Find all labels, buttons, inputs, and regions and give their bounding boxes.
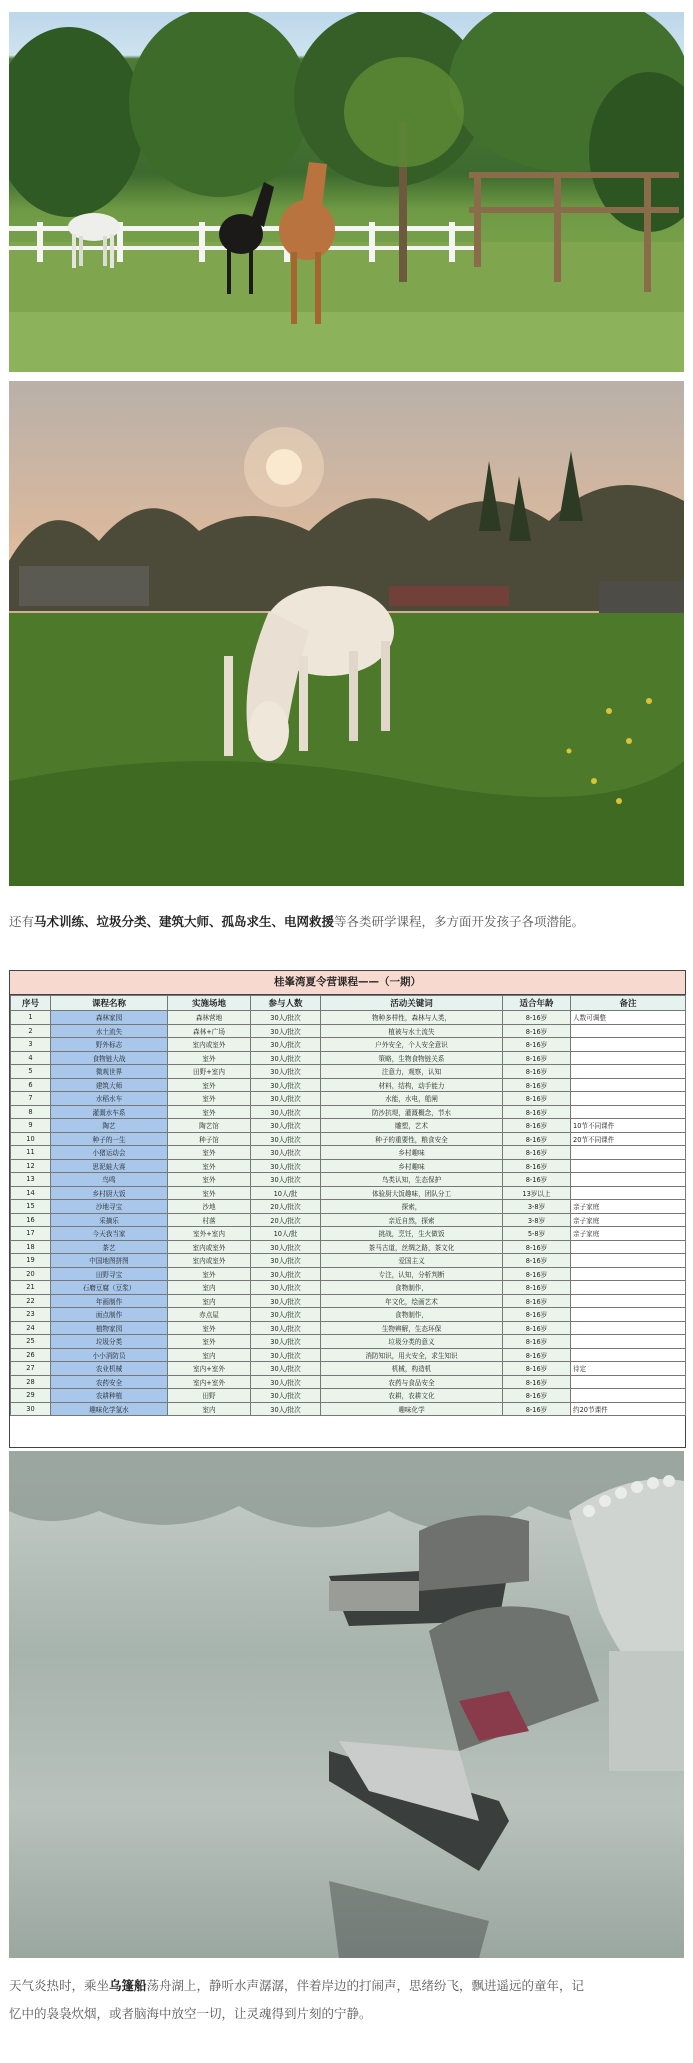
row-index-cell: 10 (11, 1132, 51, 1146)
column-header: 参与人数 (251, 996, 321, 1011)
venue-cell: 田野+室内 (168, 1065, 251, 1079)
remark-cell (571, 1389, 686, 1403)
course-name-cell: 野外标志 (51, 1038, 168, 1052)
column-header: 序号 (11, 996, 51, 1011)
table-header-row (11, 996, 686, 1011)
course-name-cell: 采摘乐 (51, 1213, 168, 1227)
keywords-cell: 乡村趣味 (321, 1159, 503, 1173)
table-row (11, 1213, 686, 1227)
group-size-cell: 30人/批次 (251, 1402, 321, 1416)
row-index-cell: 9 (11, 1119, 51, 1133)
keywords-cell: 茶马古道，丝绸之路，茶文化 (321, 1240, 503, 1254)
remark-cell (571, 1078, 686, 1092)
table-row (11, 1348, 686, 1362)
table-row (11, 1335, 686, 1349)
age-range-cell: 3-8岁 (503, 1200, 571, 1214)
venue-cell: 室内 (168, 1348, 251, 1362)
group-size-cell: 10人/批 (251, 1227, 321, 1241)
group-size-cell: 30人/批次 (251, 1105, 321, 1119)
keywords-cell: 鸟类认知，生态保护 (321, 1173, 503, 1187)
group-size-cell: 30人/批次 (251, 1254, 321, 1268)
outro-highlight: 乌篷船 (109, 1978, 147, 1993)
course-name-cell: 水土流失 (51, 1024, 168, 1038)
age-range-cell: 8-16岁 (503, 1146, 571, 1160)
row-index-cell: 6 (11, 1078, 51, 1092)
keywords-cell: 物种多样性，森林与人类， (321, 1011, 503, 1025)
age-range-cell: 13岁以上 (503, 1186, 571, 1200)
row-index-cell: 26 (11, 1348, 51, 1362)
table-row (11, 1240, 686, 1254)
venue-cell: 室外 (168, 1051, 251, 1065)
venue-cell: 室内 (168, 1281, 251, 1295)
table-row (11, 1267, 686, 1281)
wupeng-boats-photo (9, 1451, 684, 1958)
group-size-cell: 30人/批次 (251, 1281, 321, 1295)
row-index-cell: 18 (11, 1240, 51, 1254)
table-row (11, 1321, 686, 1335)
row-index-cell: 25 (11, 1335, 51, 1349)
remark-cell: 人数可调整 (571, 1011, 686, 1025)
row-index-cell: 28 (11, 1375, 51, 1389)
venue-cell: 室外 (168, 1159, 251, 1173)
keywords-cell: 专注，认知，分析判断 (321, 1267, 503, 1281)
venue-cell: 种子馆 (168, 1132, 251, 1146)
group-size-cell: 30人/批次 (251, 1173, 321, 1187)
keywords-cell: 食物制作， (321, 1308, 503, 1322)
remark-cell (571, 1173, 686, 1187)
group-size-cell: 30人/批次 (251, 1011, 321, 1025)
venue-cell: 室内或室外 (168, 1254, 251, 1268)
keywords-cell: 机械，构造机 (321, 1362, 503, 1376)
keywords-cell: 雕塑，艺术 (321, 1119, 503, 1133)
row-index-cell: 23 (11, 1308, 51, 1322)
age-range-cell: 8-16岁 (503, 1105, 571, 1119)
venue-cell: 村落 (168, 1213, 251, 1227)
venue-cell: 室外 (168, 1267, 251, 1281)
remark-cell: 待定 (571, 1362, 686, 1376)
age-range-cell: 8-16岁 (503, 1024, 571, 1038)
row-index-cell: 7 (11, 1092, 51, 1106)
keywords-cell: 亲近自然，探索 (321, 1213, 503, 1227)
keywords-cell: 趣味化学 (321, 1402, 503, 1416)
course-name-cell: 石磨豆腐（豆浆） (51, 1281, 168, 1295)
course-name-cell: 田野寻宝 (51, 1267, 168, 1281)
column-header: 课程名称 (51, 996, 168, 1011)
course-name-cell: 鸟鸣 (51, 1173, 168, 1187)
age-range-cell: 8-16岁 (503, 1011, 571, 1025)
venue-cell: 室外+室内 (168, 1227, 251, 1241)
table-row (11, 1389, 686, 1403)
table-row (11, 1186, 686, 1200)
row-index-cell: 8 (11, 1105, 51, 1119)
remark-cell (571, 1038, 686, 1052)
table-row (11, 1119, 686, 1133)
remark-cell (571, 1335, 686, 1349)
group-size-cell: 30人/批次 (251, 1308, 321, 1322)
course-name-cell: 森林家园 (51, 1011, 168, 1025)
table-row (11, 1375, 686, 1389)
row-index-cell: 16 (11, 1213, 51, 1227)
row-index-cell: 12 (11, 1159, 51, 1173)
group-size-cell: 10人/批 (251, 1186, 321, 1200)
age-range-cell: 8-16岁 (503, 1348, 571, 1362)
keywords-cell: 食物制作， (321, 1281, 503, 1295)
venue-cell: 室外 (168, 1078, 251, 1092)
row-index-cell: 17 (11, 1227, 51, 1241)
remark-cell (571, 1092, 686, 1106)
course-name-cell: 乡村厨大饭 (51, 1186, 168, 1200)
course-name-cell: 建筑大师 (51, 1078, 168, 1092)
venue-cell: 室外 (168, 1146, 251, 1160)
venue-cell: 森林营地 (168, 1011, 251, 1025)
remark-cell (571, 1024, 686, 1038)
group-size-cell: 30人/批次 (251, 1024, 321, 1038)
keywords-cell: 挑战，烹饪，生火做饭 (321, 1227, 503, 1241)
keywords-cell: 探索， (321, 1200, 503, 1214)
group-size-cell: 20人/批次 (251, 1200, 321, 1214)
venue-cell: 赤点屋 (168, 1308, 251, 1322)
remark-cell (571, 1348, 686, 1362)
row-index-cell: 4 (11, 1051, 51, 1065)
table-row (11, 1051, 686, 1065)
intro-suffix: 等各类研学课程，多方面开发孩子各项潜能。 (334, 914, 585, 929)
remark-cell (571, 1146, 686, 1160)
group-size-cell: 30人/批次 (251, 1389, 321, 1403)
remark-cell: 20节不同课件 (571, 1132, 686, 1146)
table-row (11, 1038, 686, 1052)
group-size-cell: 30人/批次 (251, 1092, 321, 1106)
venue-cell: 室内或室外 (168, 1240, 251, 1254)
group-size-cell: 30人/批次 (251, 1321, 321, 1335)
remark-cell: 约20节课件 (571, 1402, 686, 1416)
group-size-cell: 30人/批次 (251, 1065, 321, 1079)
age-range-cell: 8-16岁 (503, 1092, 571, 1106)
row-index-cell: 30 (11, 1402, 51, 1416)
row-index-cell: 13 (11, 1173, 51, 1187)
table-row (11, 1065, 686, 1079)
remark-cell (571, 1105, 686, 1119)
table-row (11, 1078, 686, 1092)
venue-cell: 室内 (168, 1402, 251, 1416)
remark-cell (571, 1159, 686, 1173)
keywords-cell: 材料，结构，动手能力 (321, 1078, 503, 1092)
venue-cell: 室内+室外 (168, 1362, 251, 1376)
row-index-cell: 24 (11, 1321, 51, 1335)
outro-line1: 荡舟湖上，静听水声潺潺，伴着岸边的打闹声，思绪纷飞，飘进遥远的童年，记 (146, 1978, 585, 1993)
venue-cell: 森林+广场 (168, 1024, 251, 1038)
table-row (11, 1132, 686, 1146)
group-size-cell: 30人/批次 (251, 1038, 321, 1052)
course-name-cell: 沙地寻宝 (51, 1200, 168, 1214)
course-name-cell: 面点制作 (51, 1308, 168, 1322)
course-grid (10, 995, 686, 1416)
venue-cell: 室内+室外 (168, 1375, 251, 1389)
course-table (9, 970, 686, 1448)
table-row (11, 1173, 686, 1187)
table-row (11, 1105, 686, 1119)
keywords-cell: 生物辨解，生态环保 (321, 1321, 503, 1335)
row-index-cell: 21 (11, 1281, 51, 1295)
remark-cell (571, 1065, 686, 1079)
venue-cell: 田野 (168, 1389, 251, 1403)
group-size-cell: 20人/批次 (251, 1213, 321, 1227)
row-index-cell: 5 (11, 1065, 51, 1079)
remark-cell (571, 1267, 686, 1281)
venue-cell: 室外 (168, 1186, 251, 1200)
keywords-cell: 植被与水土流失 (321, 1024, 503, 1038)
keywords-cell: 乡村趣味 (321, 1146, 503, 1160)
course-name-cell: 灌溉水车系 (51, 1105, 168, 1119)
remark-cell (571, 1254, 686, 1268)
age-range-cell: 8-16岁 (503, 1294, 571, 1308)
age-range-cell: 8-16岁 (503, 1038, 571, 1052)
group-size-cell: 30人/批次 (251, 1267, 321, 1281)
row-index-cell: 14 (11, 1186, 51, 1200)
age-range-cell: 8-16岁 (503, 1051, 571, 1065)
table-row (11, 1362, 686, 1376)
group-size-cell: 30人/批次 (251, 1146, 321, 1160)
remark-cell (571, 1051, 686, 1065)
keywords-cell: 垃圾分类的意义 (321, 1335, 503, 1349)
age-range-cell: 5-8岁 (503, 1227, 571, 1241)
venue-cell: 室内 (168, 1294, 251, 1308)
age-range-cell: 8-16岁 (503, 1119, 571, 1133)
venue-cell: 室内或室外 (168, 1038, 251, 1052)
venue-cell: 沙地 (168, 1200, 251, 1214)
course-name-cell: 年画制作 (51, 1294, 168, 1308)
remark-cell (571, 1375, 686, 1389)
course-name-cell: 今天我当家 (51, 1227, 168, 1241)
table-row (11, 1200, 686, 1214)
course-name-cell: 水稻水车 (51, 1092, 168, 1106)
age-range-cell: 8-16岁 (503, 1308, 571, 1322)
table-row (11, 1227, 686, 1241)
age-range-cell: 8-16岁 (503, 1362, 571, 1376)
keywords-cell: 防沙抗堤，灌溉概念，节水 (321, 1105, 503, 1119)
course-name-cell: 农药安全 (51, 1375, 168, 1389)
intro-paragraph (9, 908, 685, 936)
venue-cell: 室外 (168, 1321, 251, 1335)
venue-cell: 室外 (168, 1173, 251, 1187)
age-range-cell: 8-16岁 (503, 1132, 571, 1146)
keywords-cell: 农药与食品安全 (321, 1375, 503, 1389)
venue-cell: 室外 (168, 1105, 251, 1119)
keywords-cell: 体验厨大饭趣味，团队分工 (321, 1186, 503, 1200)
intro-prefix: 还有 (9, 914, 35, 929)
course-name-cell: 思泥蛙大赛 (51, 1159, 168, 1173)
group-size-cell: 30人/批次 (251, 1335, 321, 1349)
outro-line2: 忆中的袅袅炊烟，或者脑海中放空一切，让灵魂得到片刻的宁静。 (9, 2006, 372, 2021)
row-index-cell: 1 (11, 1011, 51, 1025)
age-range-cell: 8-16岁 (503, 1173, 571, 1187)
horse-field-photo (9, 12, 684, 372)
row-index-cell: 11 (11, 1146, 51, 1160)
keywords-cell: 年文化，绘画艺术 (321, 1294, 503, 1308)
remark-cell: 亲子家庭 (571, 1200, 686, 1214)
course-name-cell: 垃圾分类 (51, 1335, 168, 1349)
keywords-cell: 水能，水电，船闸 (321, 1092, 503, 1106)
age-range-cell: 8-16岁 (503, 1281, 571, 1295)
row-index-cell: 15 (11, 1200, 51, 1214)
column-header: 备注 (571, 996, 686, 1011)
table-row (11, 1308, 686, 1322)
row-index-cell: 19 (11, 1254, 51, 1268)
table-row (11, 1146, 686, 1160)
table-row (11, 1294, 686, 1308)
course-name-cell: 微观世界 (51, 1065, 168, 1079)
group-size-cell: 30人/批次 (251, 1159, 321, 1173)
row-index-cell: 22 (11, 1294, 51, 1308)
remark-cell (571, 1281, 686, 1295)
course-name-cell: 中国地图拼图 (51, 1254, 168, 1268)
course-name-cell: 农业机械 (51, 1362, 168, 1376)
age-range-cell: 8-16岁 (503, 1254, 571, 1268)
age-range-cell: 8-16岁 (503, 1402, 571, 1416)
age-range-cell: 8-16岁 (503, 1321, 571, 1335)
age-range-cell: 8-16岁 (503, 1078, 571, 1092)
age-range-cell: 8-16岁 (503, 1065, 571, 1079)
group-size-cell: 30人/批次 (251, 1119, 321, 1133)
intro-highlight: 马术训练、垃圾分类、建筑大师、孤岛求生、电网救援 (34, 914, 335, 929)
table-row (11, 1402, 686, 1416)
column-header: 实施场地 (168, 996, 251, 1011)
age-range-cell: 8-16岁 (503, 1159, 571, 1173)
keywords-cell: 种子的重要性，粮食安全 (321, 1132, 503, 1146)
column-header: 活动关键词 (321, 996, 503, 1011)
age-range-cell: 3-8岁 (503, 1213, 571, 1227)
age-range-cell: 8-16岁 (503, 1240, 571, 1254)
table-row (11, 1281, 686, 1295)
group-size-cell: 30人/批次 (251, 1240, 321, 1254)
group-size-cell: 30人/批次 (251, 1348, 321, 1362)
keywords-cell: 消防知识，用火安全，求生知识 (321, 1348, 503, 1362)
remark-cell (571, 1321, 686, 1335)
table-title: 桂峯湾夏令营课程——（一期） (10, 971, 685, 995)
table-row (11, 1092, 686, 1106)
keywords-cell: 农耕，农耕文化 (321, 1389, 503, 1403)
course-name-cell: 食物链大战 (51, 1051, 168, 1065)
age-range-cell: 8-16岁 (503, 1375, 571, 1389)
row-index-cell: 3 (11, 1038, 51, 1052)
row-index-cell: 2 (11, 1024, 51, 1038)
group-size-cell: 30人/批次 (251, 1078, 321, 1092)
course-name-cell: 小猪运动会 (51, 1146, 168, 1160)
keywords-cell: 户外安全，个人安全意识 (321, 1038, 503, 1052)
sunset-grazing-horse-photo (9, 381, 684, 886)
remark-cell: 亲子家庭 (571, 1227, 686, 1241)
remark-cell (571, 1240, 686, 1254)
venue-cell: 室外 (168, 1335, 251, 1349)
course-name-cell: 茶艺 (51, 1240, 168, 1254)
venue-cell: 陶艺馆 (168, 1119, 251, 1133)
table-row (11, 1011, 686, 1025)
course-name-cell: 农耕种植 (51, 1389, 168, 1403)
course-name-cell: 陶艺 (51, 1119, 168, 1133)
group-size-cell: 30人/批次 (251, 1051, 321, 1065)
table-row (11, 1024, 686, 1038)
table-row (11, 1159, 686, 1173)
group-size-cell: 30人/批次 (251, 1362, 321, 1376)
age-range-cell: 8-16岁 (503, 1389, 571, 1403)
row-index-cell: 27 (11, 1362, 51, 1376)
course-name-cell: 小小消防员 (51, 1348, 168, 1362)
course-name-cell: 植物家园 (51, 1321, 168, 1335)
group-size-cell: 30人/批次 (251, 1375, 321, 1389)
venue-cell: 室外 (168, 1092, 251, 1106)
remark-cell: 10节不同课件 (571, 1119, 686, 1133)
remark-cell (571, 1308, 686, 1322)
remark-cell: 亲子家庭 (571, 1213, 686, 1227)
remark-cell (571, 1186, 686, 1200)
outro-paragraph (9, 1972, 685, 2028)
row-index-cell: 29 (11, 1389, 51, 1403)
age-range-cell: 8-16岁 (503, 1267, 571, 1281)
outro-prefix: 天气炎热时，乘坐 (9, 1978, 110, 1993)
row-index-cell: 20 (11, 1267, 51, 1281)
course-name-cell: 种子的一生 (51, 1132, 168, 1146)
course-name-cell: 趣味化学氢水 (51, 1402, 168, 1416)
column-header: 适合年龄 (503, 996, 571, 1011)
group-size-cell: 30人/批次 (251, 1294, 321, 1308)
remark-cell (571, 1294, 686, 1308)
keywords-cell: 注意力，观察，认知 (321, 1065, 503, 1079)
table-row (11, 1254, 686, 1268)
group-size-cell: 30人/批次 (251, 1132, 321, 1146)
age-range-cell: 8-16岁 (503, 1335, 571, 1349)
keywords-cell: 爱国主义 (321, 1254, 503, 1268)
keywords-cell: 策略，生物食物链关系 (321, 1051, 503, 1065)
